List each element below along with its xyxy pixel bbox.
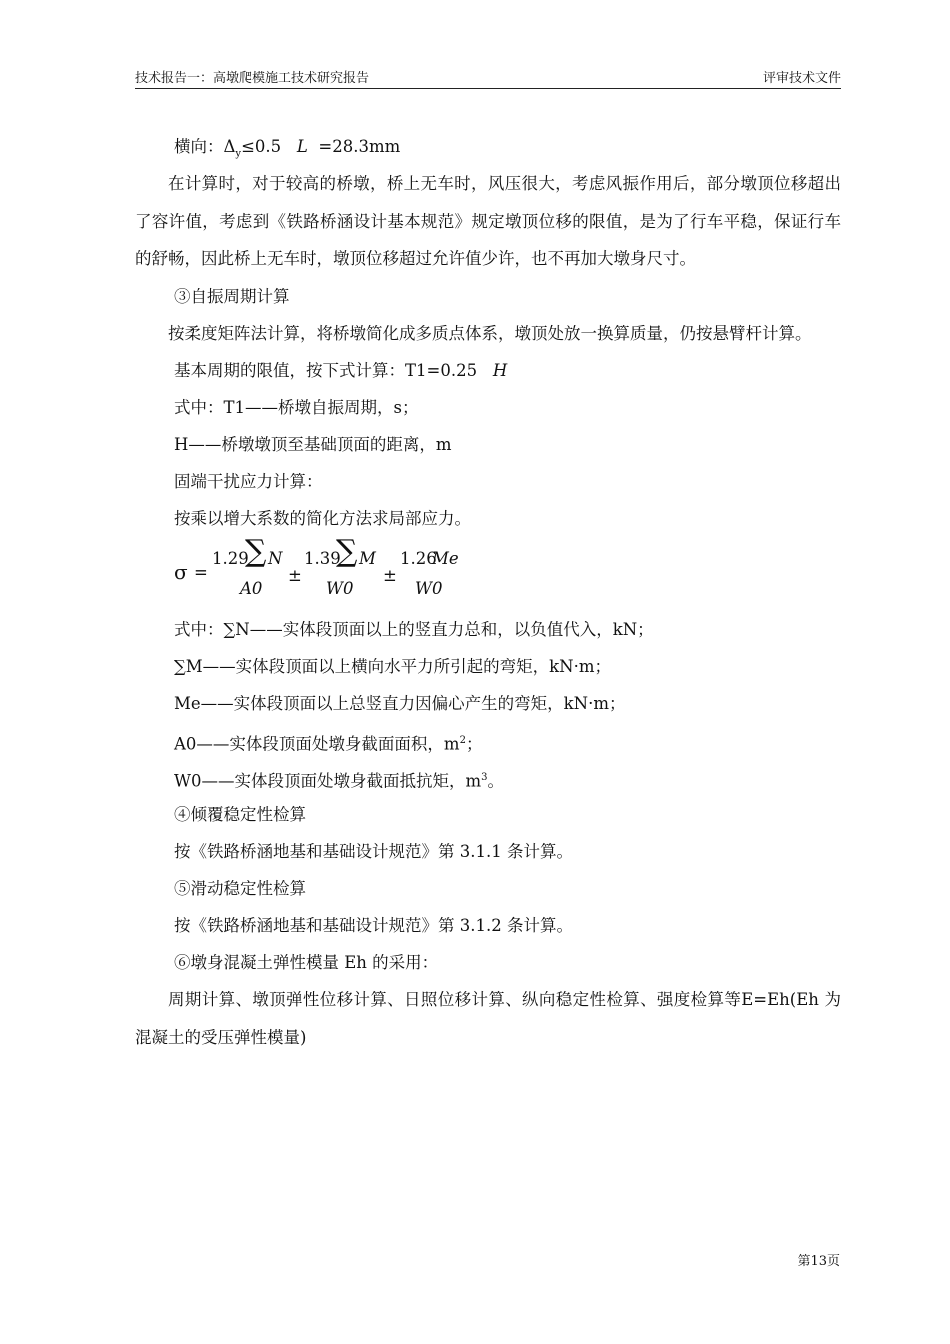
eq-plusminus-2: ± — [383, 566, 397, 585]
overturning-clause: 按《铁路桥涵地基和基础设计规范》第 3.1.1 条计算。 — [174, 842, 573, 861]
stress-equation — [135, 534, 841, 611]
paragraph-elastic-modulus: 周期计算、墩顶弹性位移计算、日照位移计算、纵向稳定性检算、强度检算等E=Eh(Eh 为混凝土的受压弹性模量) — [135, 990, 841, 1047]
eq-sigma: σ — [174, 560, 188, 584]
eq-denominator-2: W0 — [326, 579, 354, 598]
header-title: 技术报告一：高墩爬模施工技术研究报告 — [135, 71, 370, 86]
eq-me: Me — [432, 549, 459, 568]
document-body — [135, 128, 841, 1056]
page-number: 第13页 — [797, 1254, 840, 1269]
heading-natural-period: ③自振周期计算 — [174, 286, 290, 306]
a0-definition: A0——实体段顶面处墩身截面面积，$m^2$； — [174, 734, 483, 754]
me-definition: Me——实体段顶面以上总竖直力因偏心产生的弯矩，kN·m； — [174, 694, 626, 713]
t1-definition: 式中：T1——桥墩自振周期，s； — [174, 398, 419, 417]
heading-elastic-modulus: ⑥墩身混凝土弹性模量 Eh 的采用： — [174, 953, 439, 972]
eq-denominator-1: A0 — [240, 579, 263, 598]
fixed-end-stress-line: 固端干扰应力计算： — [174, 472, 323, 491]
period-limit-line: 基本周期的限值，按下式计算：T1=0.25 H — [174, 361, 508, 380]
paragraph-displacement: 在计算时，对于较高的桥墩，桥上无车时，风压很大，考虑风振作用后，部分墩顶位移超出了容许值，考虑到《铁路桥涵设计基本规范》规定墩顶位移的限值，是为了行车平稳，保证行车的舒畅，因此桥上无车时，墩顶位移超过允许值少许，也不再加大墩身尺寸。 — [135, 174, 841, 268]
header-doc-type: 评审技术文件 — [762, 71, 841, 86]
eq-m: M — [359, 549, 376, 568]
eq-coef-2: 1.39 — [304, 549, 341, 568]
eq-n: N — [268, 549, 283, 568]
method-line: 按乘以增大系数的简化方法求局部应力。 — [174, 509, 471, 528]
eq-plusminus-1: ± — [288, 566, 302, 585]
sum-m-definition: ∑M——实体段顶面以上横向水平力所引起的弯矩，kN·m； — [174, 657, 612, 676]
h-definition: H——桥墩墩顶至基础顶面的距离，m — [174, 435, 452, 454]
lateral-displacement-line: 横向：$\Delta_y\le 0.5$ L =28.3mm — [174, 137, 401, 160]
heading-sliding: ⑤滑动稳定性检算 — [174, 879, 306, 898]
eq-equals: = — [194, 563, 208, 582]
page-header — [135, 70, 841, 89]
eq-sum-1: ∑ — [245, 534, 267, 569]
heading-overturning: ④倾覆稳定性检算 — [174, 805, 306, 824]
eq-coef-3: 1.26 — [400, 549, 437, 568]
eq-coef-1: 1.29 — [212, 549, 249, 568]
sliding-clause: 按《铁路桥涵地基和基础设计规范》第 3.1.2 条计算。 — [174, 916, 573, 935]
paragraph-flexibility-method: 按柔度矩阵法计算，将桥墩简化成多质点体系，墩顶处放一换算质量，仍按悬臂杆计算。 — [168, 323, 812, 343]
sum-n-definition: 式中：∑N——实体段顶面以上的竖直力总和，以负值代入，kN； — [174, 620, 654, 639]
eq-sum-2: ∑ — [336, 534, 358, 569]
w0-definition: W0——实体段顶面处墩身截面抵抗矩，$m^3$。 — [174, 771, 504, 791]
eq-denominator-3: W0 — [415, 579, 443, 598]
